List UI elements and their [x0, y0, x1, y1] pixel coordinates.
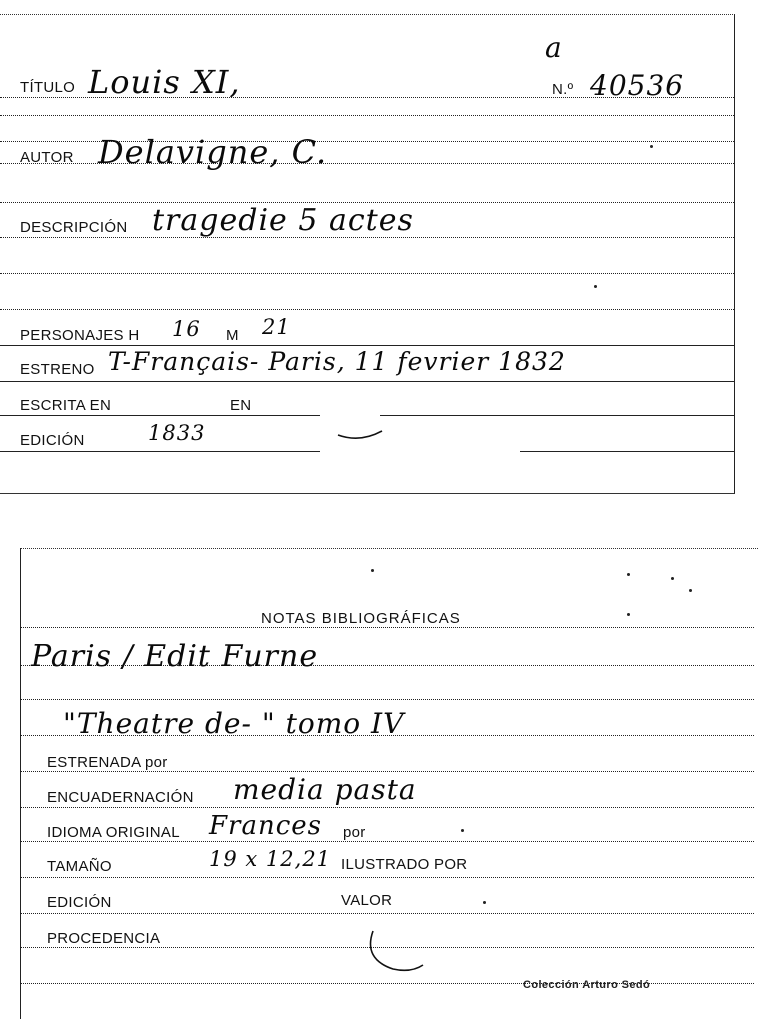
rule-line: [0, 345, 734, 346]
valor-label: VALOR: [341, 892, 393, 909]
notas-title: NOTAS BIBLIOGRÁFICAS: [261, 610, 461, 627]
estreno-label: ESTRENO: [20, 361, 95, 378]
personajes-h-value: 16: [172, 317, 201, 341]
ink-dot: [483, 901, 486, 904]
rule-line: [21, 807, 754, 808]
descripcion-label: DESCRIPCIÓN: [20, 219, 128, 236]
rule-line: [380, 415, 734, 416]
catalog-card-back: [20, 548, 759, 1019]
ink-dot: [371, 569, 374, 572]
estrenada-label: ESTRENADA por: [47, 754, 168, 771]
rule-line: [0, 381, 734, 382]
ilustrado-label: ILUSTRADO POR: [341, 856, 468, 873]
rule-line: [21, 841, 754, 842]
edicion-label: EDICIÓN: [20, 432, 85, 449]
coleccion-stamp: Colección Arturo Sedó: [523, 979, 651, 991]
autor-label: AUTOR: [20, 149, 74, 166]
idioma-value: Frances: [209, 811, 323, 841]
rule-line: [0, 309, 734, 310]
encuadernacion-value: media pasta: [233, 773, 417, 806]
rule-line: [21, 877, 754, 878]
personajes-m-value: 21: [262, 315, 291, 339]
procedencia-label: PROCEDENCIA: [47, 930, 161, 947]
descripcion-value: tragedie 5 actes: [152, 203, 414, 238]
ink-dot: [627, 613, 630, 616]
escrita-en-label: ESCRITA EN: [20, 397, 112, 414]
ink-stroke: [363, 925, 427, 975]
estreno-value: T-Français- Paris, 11 fevrier 1832: [108, 347, 566, 376]
en-label: EN: [230, 397, 252, 414]
rule-line: [0, 451, 320, 452]
idioma-label: IDIOMA ORIGINAL: [47, 824, 180, 841]
rule-line: [21, 627, 754, 628]
rule-line: [21, 699, 754, 700]
titulo-value: Louis XI,: [88, 63, 241, 101]
numero-label: N.º: [552, 81, 574, 98]
rule-line: [21, 771, 754, 772]
notas-line2: "Theatre de- " tomo IV: [63, 707, 405, 740]
edicion-back-label: EDICIÓN: [47, 894, 112, 911]
rule-line: [0, 415, 320, 416]
notas-line1: Paris / Edit Furne: [31, 639, 319, 674]
ink-stroke: [336, 429, 386, 443]
ink-dot: [627, 573, 630, 576]
rule-line: [21, 913, 754, 914]
rule-line: [0, 273, 734, 274]
tamano-value: 19 x 12,21: [209, 847, 332, 871]
catalog-card-front: [0, 14, 735, 494]
rule-line: [520, 451, 734, 452]
ink-dot: [461, 829, 464, 832]
rule-line: [0, 115, 734, 116]
titulo-label: TÍTULO: [20, 79, 76, 96]
personajes-label: PERSONAJES H: [20, 327, 140, 344]
ink-dot: [650, 145, 653, 148]
edicion-value: 1833: [148, 421, 206, 445]
numero-value: 40536: [590, 69, 685, 102]
ink-dot: [689, 589, 692, 592]
corner-mark: a: [545, 31, 563, 64]
ink-dot: [594, 285, 597, 288]
ink-dot: [671, 577, 674, 580]
encuadernacion-label: ENCUADERNACIÓN: [47, 789, 194, 806]
personajes-m-label: M: [226, 327, 239, 344]
por-label: por: [343, 824, 366, 841]
autor-value: Delavigne, C.: [98, 133, 328, 171]
tamano-label: TAMAÑO: [47, 858, 112, 875]
